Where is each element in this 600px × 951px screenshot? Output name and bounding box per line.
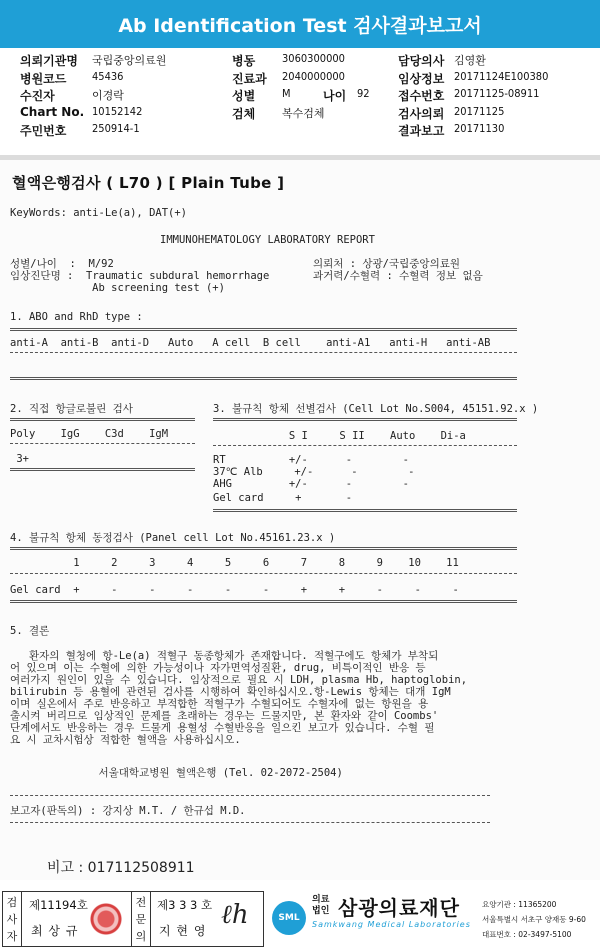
conclusion-line: 어 있으며 이는 수혈에 의한 가능성이나 자가면역성질환, drug, 비특이적인 반응 등 xyxy=(10,662,426,674)
dashed-rule xyxy=(10,352,517,353)
double-rule xyxy=(213,418,517,421)
dat-columns: Poly IgG C3d IgM xyxy=(10,428,169,440)
section1-title: 1. ABO and RhD type : xyxy=(10,311,143,323)
sml-logo-text: SML xyxy=(278,913,300,923)
info-row xyxy=(20,87,595,105)
info-row xyxy=(20,122,595,140)
double-rule xyxy=(10,600,517,603)
org-address: 서울특별시 서초구 양재동 9-60 xyxy=(482,915,586,924)
conclusion-line: 단계에서도 반응하는 경우 드물게 용혈성 수혈반응을 일으킨 보고가 있습니다. 수혈 필 xyxy=(10,722,435,734)
section4-title: 4. 불규칙 항체 동정검사 (Panel cell Lot No.45161.23.x ) xyxy=(10,532,336,544)
label-chart-no: Chart No. xyxy=(20,104,85,119)
lab-report-title: IMMUNOHEMATOLOGY LABORATORY REPORT xyxy=(160,234,375,246)
double-rule xyxy=(10,547,517,550)
value-patient: 이경락 xyxy=(92,89,124,102)
value-resident-no: 250914-1 xyxy=(92,122,140,135)
value-sex: M xyxy=(282,87,291,100)
double-rule xyxy=(10,328,517,331)
tester-label-cell xyxy=(2,891,22,947)
value-hospital-code: 45436 xyxy=(92,69,124,83)
conclusion-line: 출시켜 버리므로 임상적인 문제를 초래하는 경우는 드물지만, 본 환자와 같이 Coombs' xyxy=(10,710,439,722)
section5-title: 5. 결론 xyxy=(10,625,50,637)
section3-title: 3. 불규칙 항체 선별검사 (Cell Lot No.S004, 45151.92.x ) xyxy=(213,403,539,415)
ab-screening: Ab screening test (+) xyxy=(10,282,225,294)
label-ward: 병동 xyxy=(232,54,256,68)
org-contact xyxy=(482,897,586,942)
dashed-rule xyxy=(10,795,490,796)
info-row xyxy=(20,52,595,70)
value-test-request: 20171125 xyxy=(454,104,505,118)
label-sex: 성별 xyxy=(232,89,256,103)
panel-columns: 1 2 3 4 5 6 7 8 9 10 11 xyxy=(10,557,459,569)
conclusion-line: bilirubin 등 용혈에 관련된 검사를 시행하여 확인하십시오.항-Lewis 항체는 대개 IgM xyxy=(10,686,451,698)
label-hospital-code: 병원코드 xyxy=(20,71,67,86)
report-title: 혈액은행검사 ( L70 ) [ Plain Tube ] xyxy=(12,174,285,192)
value-age: 92 xyxy=(357,87,370,100)
label-clinical-info: 임상정보 xyxy=(398,71,445,86)
panel-gel: Gel card + - - - - - + + - - - xyxy=(10,584,459,596)
page-title: Ab Identification Test 검사결과보고서 xyxy=(118,14,482,37)
patient-info xyxy=(20,52,595,140)
label-specimen: 검체 xyxy=(232,106,256,121)
value-clinical-info: 20171124E100380 xyxy=(454,69,549,83)
screening-rt: RT +/- - - xyxy=(213,454,409,466)
double-rule xyxy=(213,509,517,512)
abo-columns: anti-A anti-B anti-D Auto A cell B cell anti-A1 anti-H anti-AB xyxy=(10,337,491,349)
label-department: 진료과 xyxy=(232,71,267,86)
specialist-signature: ℓh xyxy=(221,900,249,930)
tester-seal-icon xyxy=(89,902,123,936)
conclusion-line: 여러가지 원인이 있을 수 있습니다. 임상적으로 필요 시 LDH, plasma Hb, haptoglobin, xyxy=(10,674,468,686)
info-row xyxy=(20,70,595,88)
conclusion-line: 이며 실온에서 주로 반응하고 부적합한 적혈구가 수혈되어도 수혈자에 없는 항원을 용 xyxy=(10,698,429,710)
certification-footer xyxy=(0,887,600,951)
tester-label: 검 사 자 xyxy=(6,896,18,943)
org-code: 요양기관 : 11365200 xyxy=(482,900,557,909)
label-requesting-org: 의뢰기관명 xyxy=(20,54,78,68)
section2-title: 2. 직접 항글로불린 검사 xyxy=(10,403,133,415)
screening-37c: 37℃ Alb +/- - - xyxy=(213,466,415,478)
label-resident-no: 주민번호 xyxy=(20,124,67,138)
label-age: 나이 xyxy=(323,89,347,103)
specialist-license-no: 제3 3 3 호 xyxy=(157,898,213,912)
value-doctor: 김영환 xyxy=(454,54,486,67)
label-patient: 수진자 xyxy=(20,89,55,103)
transfusion-history: 과거력/수혈력 : 수혈력 정보 없음 xyxy=(313,270,483,282)
org-tel: 대표번호 : 02-3497-5100 xyxy=(482,930,572,939)
value-department: 2040000000 xyxy=(282,69,345,83)
value-result-report: 20171130 xyxy=(454,122,505,135)
specialist-name: 지 현 영 xyxy=(159,924,207,938)
label-result-report: 결과보고 xyxy=(398,124,445,138)
double-rule xyxy=(10,468,195,471)
specialist-label-cell xyxy=(131,891,151,947)
keywords: KeyWords: anti-Le(a), DAT(+) xyxy=(10,207,188,219)
double-rule xyxy=(10,418,195,421)
info-row xyxy=(20,105,595,123)
label-receipt-no: 접수번호 xyxy=(398,89,445,103)
org-name: 삼광의료재단 xyxy=(338,896,460,920)
diagnosis: 임상진단명 : Traumatic subdural hemorrhage xyxy=(10,270,270,282)
sml-logo-icon xyxy=(272,901,306,935)
label-test-request: 검사의뢰 xyxy=(398,106,445,121)
scanned-report xyxy=(0,160,600,880)
requester: 의뢰처 : 상광/국립중앙의료원 xyxy=(313,258,461,270)
tester-name: 최 상 규 xyxy=(31,924,79,938)
dashed-rule xyxy=(10,822,490,823)
specialist-label: 전 문 의 xyxy=(135,896,147,943)
screening-columns: S I S II Auto Di-a xyxy=(213,430,466,442)
patient-sex-age: 성별/나이 : M/92 xyxy=(10,258,114,270)
screening-ahg: AHG +/- - - xyxy=(213,478,409,490)
org-prefix: 의료법인 xyxy=(312,895,330,916)
value-chart-no: 10152142 xyxy=(92,104,143,118)
label-doctor: 담당의사 xyxy=(398,54,445,68)
dat-values: 3+ xyxy=(10,453,29,465)
note: 비고 : 017112508911 xyxy=(47,860,195,876)
signature-box xyxy=(2,891,264,947)
value-receipt-no: 20171125-08911 xyxy=(454,87,540,100)
dashed-rule xyxy=(10,573,517,574)
org-english-name: Samkwang Medical Laboratories xyxy=(312,920,471,929)
report-title-bar xyxy=(0,0,600,48)
conclusion-line: 요 시 교차시험상 적합한 혈액을 사용하십시오. xyxy=(10,734,241,746)
double-rule xyxy=(10,377,517,380)
value-specimen: 복수검체 xyxy=(282,106,325,120)
tester-license-no: 제11194호 xyxy=(29,898,88,912)
value-ward: 3060300000 xyxy=(282,52,345,65)
conclusion-line: 환자의 혈청에 항-Le(a) 적혈구 동종항체가 존재합니다. 적혈구에도 항체가 부착되 xyxy=(10,650,439,662)
screening-gel: Gel card + - xyxy=(213,492,353,504)
hospital-line: 서울대학교병원 혈액은행 (Tel. 02-2072-2504) xyxy=(10,767,343,779)
dashed-rule xyxy=(10,443,195,444)
dashed-rule xyxy=(213,445,517,446)
reporter-line: 보고자(판독의) : 강지상 M.T. / 한규섭 M.D. xyxy=(10,805,246,817)
value-requesting-org: 국립중앙의료원 xyxy=(92,54,167,67)
